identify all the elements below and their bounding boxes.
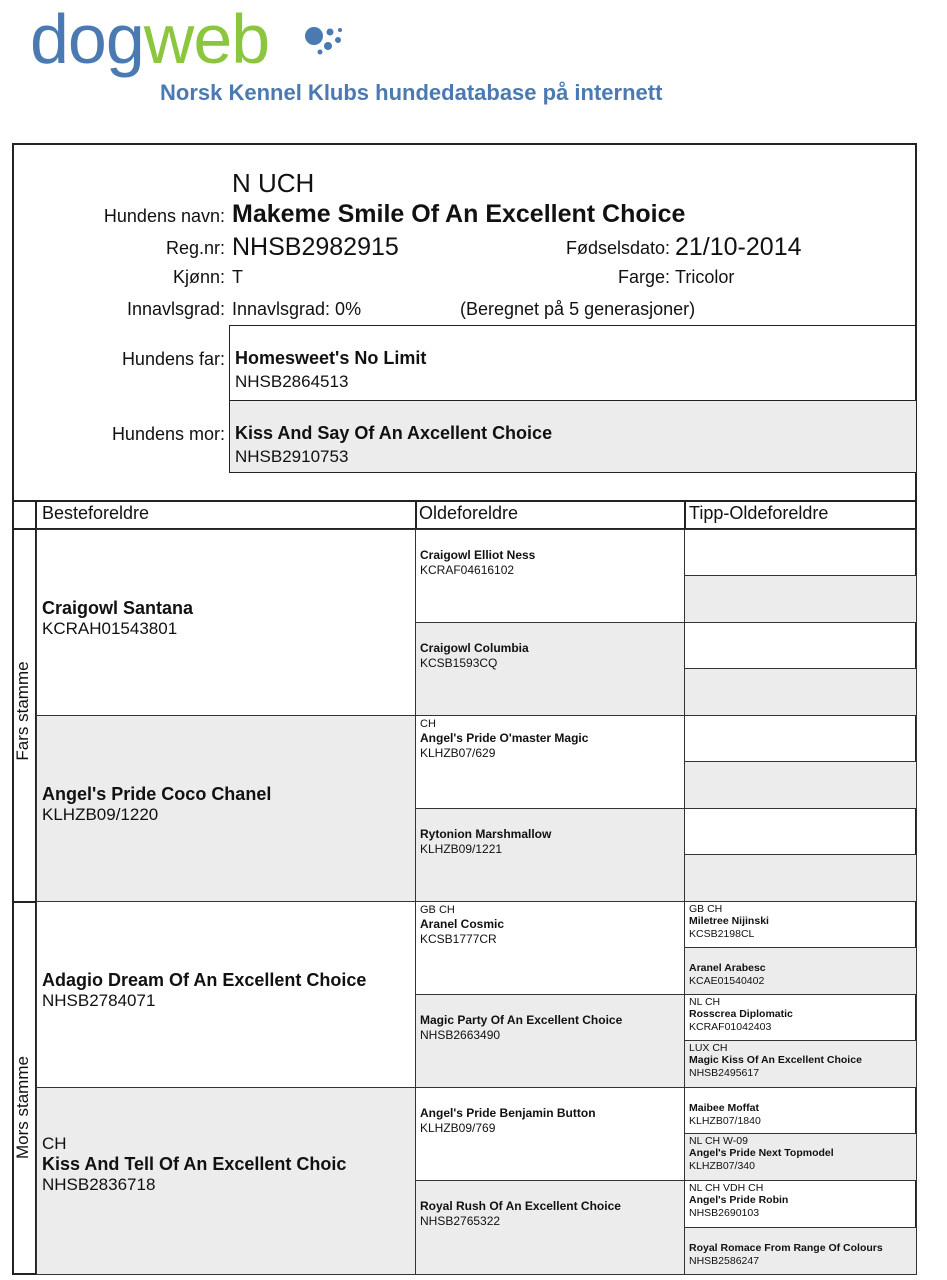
inbreeding-label: Innavlsgrad: (126, 299, 225, 319)
ggg-reg: NHSB2586247 (689, 1255, 760, 1267)
gg-name: Craigowl Elliot Ness (420, 548, 536, 562)
greatgreat-2[interactable] (684, 575, 917, 623)
gg-reg: NHSB2663490 (420, 1028, 501, 1042)
gg-reg: KLHZB07/629 (420, 746, 496, 760)
ggg-title: NL CH VDH CH (689, 1182, 764, 1194)
gg-reg: KCSB1593CQ (420, 656, 498, 670)
greatgreat-13[interactable] (684, 1087, 917, 1134)
ggg-name: Magic Kiss Of An Excellent Choice (689, 1054, 862, 1066)
ggg-title: NL CH (689, 996, 721, 1008)
mother-name: Kiss And Say Of An Axcellent Choice (235, 423, 553, 443)
gp-reg: KLHZB09/1220 (42, 805, 159, 824)
mother-box[interactable] (229, 400, 917, 473)
ggg-title: NL CH W-09 (689, 1135, 748, 1147)
header-top-line (12, 500, 917, 502)
ggg-name: Angel's Pride Robin (689, 1194, 789, 1206)
birth-label: Fødselsdato: (565, 238, 670, 258)
ggg-name: Angel's Pride Next Topmodel (689, 1147, 834, 1159)
color-value: Tricolor (675, 267, 735, 287)
greatgreat-7[interactable] (684, 808, 917, 855)
greatgreat-4[interactable] (684, 668, 917, 716)
mother-reg: NHSB2910753 (235, 447, 349, 466)
mother-label: Hundens mor: (111, 424, 225, 444)
gg-reg: KLHZB09/769 (420, 1121, 496, 1135)
great-4[interactable] (415, 808, 685, 902)
ggg-name: Aranel Arabesc (689, 962, 766, 974)
gg-name: Aranel Cosmic (420, 917, 505, 931)
grandparent-2[interactable] (36, 715, 416, 902)
ggg-reg: NHSB2690103 (689, 1207, 760, 1219)
great-2[interactable] (415, 622, 685, 716)
greatgreat-14[interactable] (684, 1133, 917, 1181)
gp-title: CH (42, 1134, 67, 1153)
gp-reg: KCRAH01543801 (42, 619, 178, 638)
father-box[interactable] (229, 325, 917, 401)
ggg-name: Miletree Nijinski (689, 915, 769, 927)
mother-line-label: Mors stamme (13, 1056, 32, 1159)
great-1[interactable] (415, 529, 685, 623)
birth-date: 21/10-2014 (675, 233, 802, 261)
header-divider-1 (415, 500, 417, 528)
great-3[interactable] (415, 715, 685, 809)
gg-name: Magic Party Of An Excellent Choice (420, 1013, 623, 1027)
reg-label: Reg.nr: (165, 238, 225, 258)
logo-dog-text: dog (30, 0, 144, 78)
inbreeding-value: Innavlsgrad: 0% (232, 299, 362, 319)
ggg-reg: KCSB2198CL (689, 928, 755, 940)
ggg-name: Royal Romace From Range Of Colours (689, 1242, 883, 1254)
ggg-reg: KCAE01540402 (689, 975, 765, 987)
greatgreat-12[interactable] (684, 1040, 917, 1088)
grandparent-1[interactable] (36, 529, 416, 716)
ggg-title: LUX CH (689, 1042, 728, 1054)
great-6[interactable] (415, 994, 685, 1088)
gg-title: CH (420, 718, 436, 730)
greatgreat-9[interactable] (684, 901, 917, 948)
gg-reg: KCSB1777CR (420, 932, 497, 946)
father-label: Hundens far: (121, 349, 225, 369)
greatgreat-10[interactable] (684, 947, 917, 995)
reg-number: NHSB2982915 (232, 233, 399, 261)
dog-title: N UCH (232, 168, 315, 198)
greatgreat-8[interactable] (684, 854, 917, 902)
inbreeding-note: (Beregnet på 5 generasjoner) (460, 299, 696, 319)
gg-name: Angel's Pride Benjamin Button (420, 1106, 596, 1120)
greatgreat-3[interactable] (684, 622, 917, 669)
header-great: Oldeforeldre (419, 503, 519, 523)
greatgreat-6[interactable] (684, 761, 917, 809)
logo-subtitle: Norsk Kennel Klubs hundedatabase på internett (160, 80, 663, 105)
gg-name: Rytonion Marshmallow (420, 827, 552, 841)
great-7[interactable] (415, 1087, 685, 1181)
logo-web-text: web (143, 0, 270, 78)
dogweb-logo[interactable] (30, 0, 270, 78)
gp-name: Kiss And Tell Of An Excellent Choic (42, 1154, 347, 1174)
name-label: Hundens navn: (103, 206, 225, 226)
ggg-reg: KLHZB07/1840 (689, 1115, 761, 1127)
father-reg: NHSB2864513 (235, 372, 349, 391)
gp-reg: NHSB2836718 (42, 1175, 156, 1194)
logo-dots-icon (300, 22, 350, 62)
header-greatgreat: Tipp-Oldeforeldre (689, 503, 829, 523)
greatgreat-1[interactable] (684, 529, 917, 576)
father-line-label: Fars stamme (13, 661, 32, 761)
greatgreat-5[interactable] (684, 715, 917, 762)
gg-reg: KLHZB09/1221 (420, 842, 503, 856)
dog-name: Makeme Smile Of An Excellent Choice (232, 200, 686, 228)
gp-reg: NHSB2784071 (42, 991, 156, 1010)
gg-reg: KCRAF04616102 (420, 563, 515, 577)
gg-name: Craigowl Columbia (420, 641, 529, 655)
great-5[interactable] (415, 901, 685, 995)
grandparent-4[interactable] (36, 1087, 416, 1275)
great-8[interactable] (415, 1180, 685, 1275)
greatgreat-11[interactable] (684, 994, 917, 1041)
father-name: Homesweet's No Limit (235, 348, 427, 368)
ggg-name: Maibee Moffat (689, 1102, 760, 1114)
header-divider-2 (684, 500, 686, 528)
ggg-reg: KLHZB07/340 (689, 1160, 755, 1172)
greatgreat-15[interactable] (684, 1180, 917, 1228)
gg-name: Royal Rush Of An Excellent Choice (420, 1199, 621, 1213)
header-grandparents: Besteforeldre (42, 503, 150, 523)
sex-value: T (232, 267, 243, 287)
ggg-reg: KCRAF01042403 (689, 1021, 772, 1033)
greatgreat-16[interactable] (684, 1227, 917, 1275)
gp-name: Angel's Pride Coco Chanel (42, 784, 272, 804)
ggg-name: Rosscrea Diplomatic (689, 1008, 793, 1020)
ggg-title: GB CH (689, 903, 723, 915)
ggg-reg: NHSB2495617 (689, 1067, 760, 1079)
gp-name: Adagio Dream Of An Excellent Choice (42, 970, 367, 990)
grandparent-3[interactable] (36, 901, 416, 1088)
color-label: Farge: (617, 267, 670, 287)
gg-title: GB CH (420, 904, 455, 916)
sex-label: Kjønn: (172, 267, 225, 287)
gg-reg: NHSB2765322 (420, 1214, 501, 1228)
gp-name: Craigowl Santana (42, 598, 194, 618)
side-separator (12, 901, 36, 903)
gg-name: Angel's Pride O'master Magic (420, 731, 589, 745)
